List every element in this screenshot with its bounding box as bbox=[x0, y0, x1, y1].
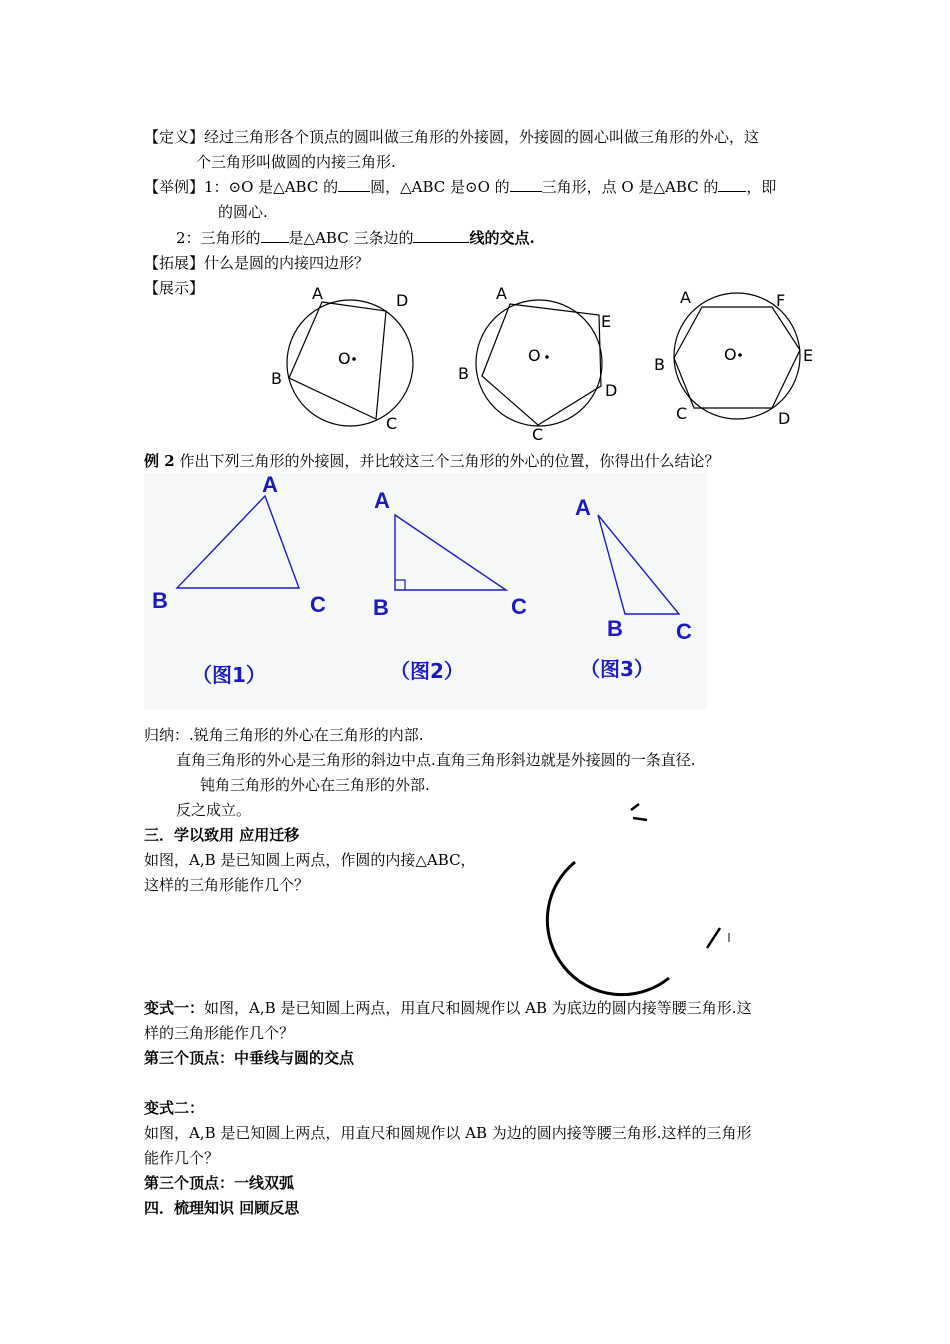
extension-text: 【拓展】什么是圆的内接四边形？ bbox=[144, 254, 370, 272]
variant2-line-2: 能作几个？ bbox=[144, 1149, 220, 1167]
example2-text: 作出下列三角形的外接圆，并比较这三个三角形的外心的位置，你得出什么结论？ bbox=[179, 452, 720, 470]
fig3-label-b: B bbox=[654, 355, 665, 374]
fig1-c: C bbox=[310, 592, 326, 617]
variant1-answer: 第三个顶点：中垂线与圆的交点 bbox=[144, 1049, 355, 1067]
fig3-label-d: D bbox=[778, 409, 791, 428]
display-label: 【展示】 bbox=[144, 279, 205, 297]
partial-circle-figure bbox=[545, 800, 745, 990]
center-point-2 bbox=[545, 355, 549, 359]
triangles-figure bbox=[144, 473, 707, 710]
definition-line-2: 个三角形叫做圆的内接三角形. bbox=[196, 153, 396, 171]
fig2-label-b: B bbox=[458, 364, 469, 383]
section3-question-2: 这样的三角形能作几个？ bbox=[144, 876, 310, 894]
variant2-answer: 第三个顶点：一线双弧 bbox=[144, 1174, 295, 1192]
example1-part-a: 【举例】1：⊙O 是△ABC 的 bbox=[144, 178, 339, 196]
fig3-a: A bbox=[575, 495, 591, 520]
center-label-2: O bbox=[528, 346, 541, 365]
fig3-caption: （图3） bbox=[580, 657, 654, 681]
top-mark bbox=[631, 804, 647, 820]
example1-line-3 bbox=[176, 228, 535, 248]
circle-3 bbox=[674, 293, 800, 419]
inscribed-quadrilateral-figure bbox=[270, 280, 440, 440]
fig3-c: C bbox=[676, 619, 692, 644]
acute-triangle bbox=[177, 496, 299, 588]
inscribed-pentagon-figure bbox=[455, 280, 625, 444]
fig2-c: C bbox=[511, 594, 527, 619]
fig2-caption: （图2） bbox=[390, 659, 464, 683]
circle-arc bbox=[547, 862, 669, 995]
example2-heading: 例 2 bbox=[144, 452, 175, 470]
fig3-label-e: E bbox=[803, 346, 814, 365]
blank-2 bbox=[510, 177, 542, 192]
blank-3 bbox=[718, 177, 746, 192]
obtuse-triangle bbox=[598, 515, 679, 614]
fig2-label-d: D bbox=[605, 381, 618, 400]
variant2-line-1: 如图，A,B 是已知圆上两点，用直尺和圆规作以 AB 为边的圆内接等腰三角形.这样的三角形 bbox=[144, 1124, 752, 1142]
hexagon bbox=[674, 307, 800, 408]
fig2-label-e: E bbox=[601, 312, 612, 331]
example1-part-2c: 线的交点. bbox=[469, 229, 535, 247]
right-triangle bbox=[395, 515, 506, 590]
fig1-label-d: D bbox=[396, 291, 409, 310]
example2-line bbox=[144, 451, 719, 471]
example1-part-2a: 2：三角形的 bbox=[176, 229, 261, 247]
right-angle-mark bbox=[395, 580, 405, 590]
summary-line-3: 钝角三角形的外心在三角形的外部. bbox=[200, 776, 430, 794]
section3-heading: 三．学以致用 应用迁移 bbox=[144, 826, 300, 844]
fig1-label-b: B bbox=[271, 369, 282, 388]
example1-line-2: 的圆心. bbox=[218, 203, 268, 221]
center-label-1: O bbox=[338, 349, 351, 368]
example1-part-2b: 是△ABC 三条边的 bbox=[288, 229, 414, 247]
fig2-label-c: C bbox=[532, 425, 544, 444]
definition-line-1: 【定义】经过三角形各个顶点的圆叫做三角形的外接圆，外接圆的圆心叫做三角形的外心，这 bbox=[144, 128, 760, 146]
blank-4 bbox=[261, 228, 289, 243]
example1-part-b: 圆，△ABC 是⊙O 的 bbox=[370, 178, 510, 196]
variant1-line-1 bbox=[144, 998, 752, 1018]
section4-heading: 四．梳理知识 回顾反思 bbox=[144, 1199, 300, 1217]
example1-part-d: ，即 bbox=[746, 178, 777, 196]
section3-question-1: 如图，A,B 是已知圆上两点，作圆的内接△ABC， bbox=[144, 851, 476, 869]
fig1-b: B bbox=[152, 588, 168, 613]
fig3-label-a: A bbox=[680, 288, 691, 307]
summary-line-2: 直角三角形的外心是三角形的斜边中点.直角三角形斜边就是外接圆的一条直径. bbox=[176, 751, 696, 769]
blank-1 bbox=[338, 177, 370, 192]
fig1-label-c: C bbox=[386, 414, 398, 433]
variant1-line-2: 样的三角形能作几个？ bbox=[144, 1024, 295, 1042]
summary-line-4: 反之成立。 bbox=[176, 801, 252, 819]
variant1-label: 变式一： bbox=[144, 999, 205, 1017]
fig3-label-f: F bbox=[776, 291, 786, 310]
center-point-1 bbox=[352, 357, 356, 361]
center-label-3: O bbox=[724, 345, 737, 364]
example1-part-c: 三角形，点 O 是△ABC 的 bbox=[541, 178, 719, 196]
blank-5 bbox=[413, 228, 469, 243]
variant1-text-1: 如图，A,B 是已知圆上两点，用直尺和圆规作以 AB 为底边的圆内接等腰三角形.这 bbox=[204, 999, 752, 1017]
fig1-caption: （图1） bbox=[192, 663, 266, 687]
fig1-label-a: A bbox=[312, 284, 323, 303]
fig2-b: B bbox=[373, 595, 389, 620]
arc-fragment bbox=[707, 928, 720, 948]
fig1-a: A bbox=[262, 472, 278, 497]
fig3-label-c: C bbox=[676, 404, 688, 423]
summary-line-1: 归纳：.锐角三角形的外心在三角形的内部. bbox=[144, 726, 424, 744]
fig2-label-a: A bbox=[496, 284, 507, 303]
inscribed-hexagon-figure bbox=[650, 280, 820, 440]
pentagon bbox=[482, 304, 601, 425]
center-point-3 bbox=[738, 353, 742, 357]
fig3-b: B bbox=[607, 616, 623, 641]
example1-line-1 bbox=[144, 177, 776, 197]
fig2-a: A bbox=[374, 488, 390, 513]
variant2-label: 变式二： bbox=[144, 1099, 205, 1117]
